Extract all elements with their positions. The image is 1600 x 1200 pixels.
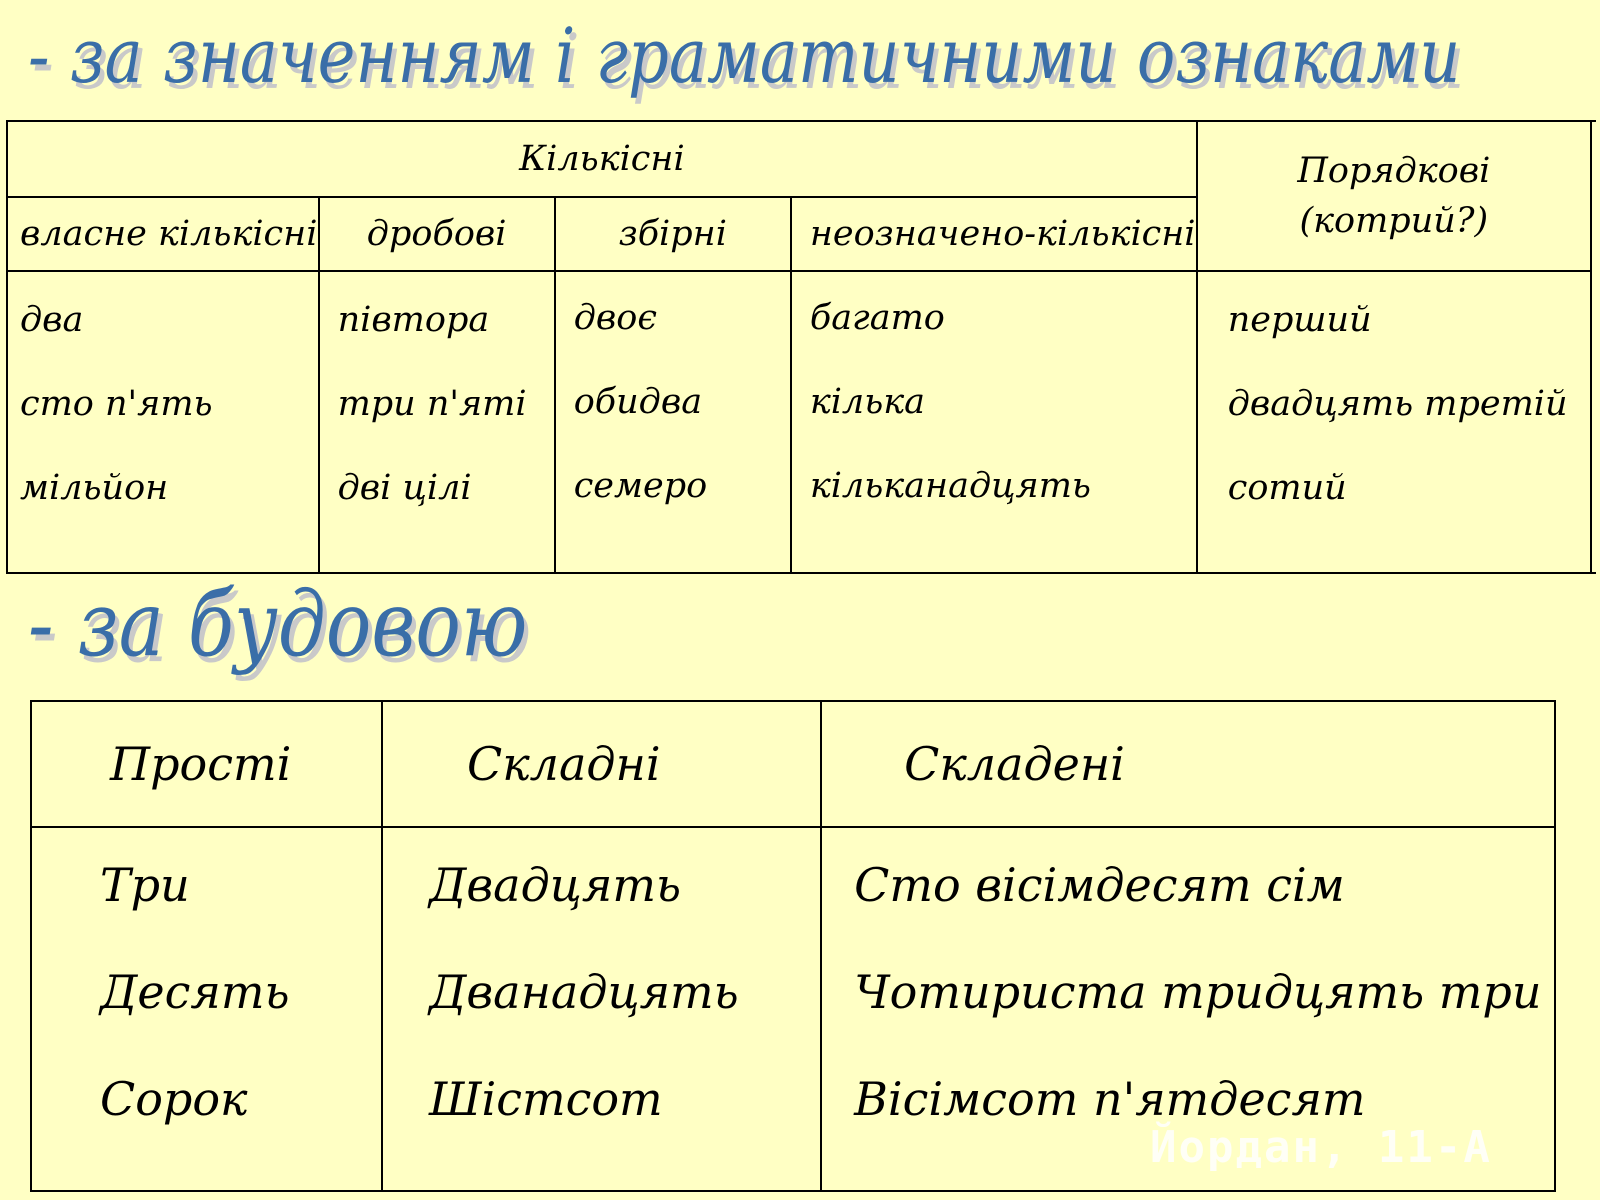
ordinal-header bbox=[1197, 121, 1591, 271]
column-indefinite bbox=[791, 271, 1197, 573]
list-item: Двадцять bbox=[429, 858, 681, 912]
list-item: двадцять третій bbox=[1227, 384, 1568, 424]
header-collective: збірні bbox=[555, 197, 791, 271]
header-complex: Складні bbox=[382, 701, 821, 827]
list-item: Дванадцять bbox=[429, 965, 739, 1019]
header-fractional: дробові bbox=[319, 197, 555, 271]
list-item: семеро bbox=[573, 466, 708, 506]
list-item: мільйон bbox=[20, 468, 169, 508]
list-item: три п'яті bbox=[337, 384, 527, 424]
column-fractional bbox=[319, 271, 555, 573]
list-item: кілька bbox=[809, 382, 926, 422]
list-item: два bbox=[20, 300, 84, 340]
author-watermark: Йордан, 11-А bbox=[1150, 1122, 1492, 1173]
list-item: Шістсот bbox=[429, 1072, 663, 1126]
heading-by-meaning: - за значенням і граматичними ознаками bbox=[28, 11, 1461, 100]
column-complex bbox=[382, 827, 821, 1191]
list-item: Сто вісімдесят сім bbox=[854, 858, 1345, 912]
ordinal-header-question: (котрий?) bbox=[1299, 201, 1489, 241]
list-item: кільканадцять bbox=[809, 466, 1091, 506]
column-ordinal bbox=[1197, 271, 1591, 573]
header-cardinal-proper: власне кількісні bbox=[7, 197, 319, 271]
list-item: сотий bbox=[1227, 468, 1347, 508]
heading-by-structure: - за будовою bbox=[28, 572, 528, 677]
list-item: перший bbox=[1227, 300, 1372, 340]
table-edge bbox=[1591, 121, 1596, 573]
header-indefinite: неозначено-кількісні bbox=[791, 197, 1197, 271]
column-simple bbox=[31, 827, 382, 1191]
list-item: двоє bbox=[573, 298, 657, 338]
list-item: Вісімсот п'ятдесят bbox=[854, 1072, 1366, 1126]
list-item: багато bbox=[809, 298, 945, 338]
table-by-meaning bbox=[6, 120, 1596, 574]
column-cardinal-proper bbox=[7, 271, 319, 573]
ordinal-header-title: Порядкові bbox=[1297, 151, 1491, 191]
list-item: півтора bbox=[337, 300, 490, 340]
list-item: обидва bbox=[573, 382, 703, 422]
list-item: Чотириста тридцять три bbox=[854, 965, 1542, 1019]
list-item: дві цілі bbox=[337, 468, 472, 508]
list-item: сто п'ять bbox=[20, 384, 213, 424]
list-item: Десять bbox=[100, 965, 290, 1019]
list-item: Сорок bbox=[100, 1072, 248, 1126]
column-collective bbox=[555, 271, 791, 573]
header-simple: Прості bbox=[31, 701, 382, 827]
table-by-structure bbox=[30, 700, 1556, 1192]
quantitative-header: Кількісні bbox=[7, 121, 1197, 197]
header-compound: Складені bbox=[821, 701, 1555, 827]
list-item: Три bbox=[100, 858, 190, 912]
